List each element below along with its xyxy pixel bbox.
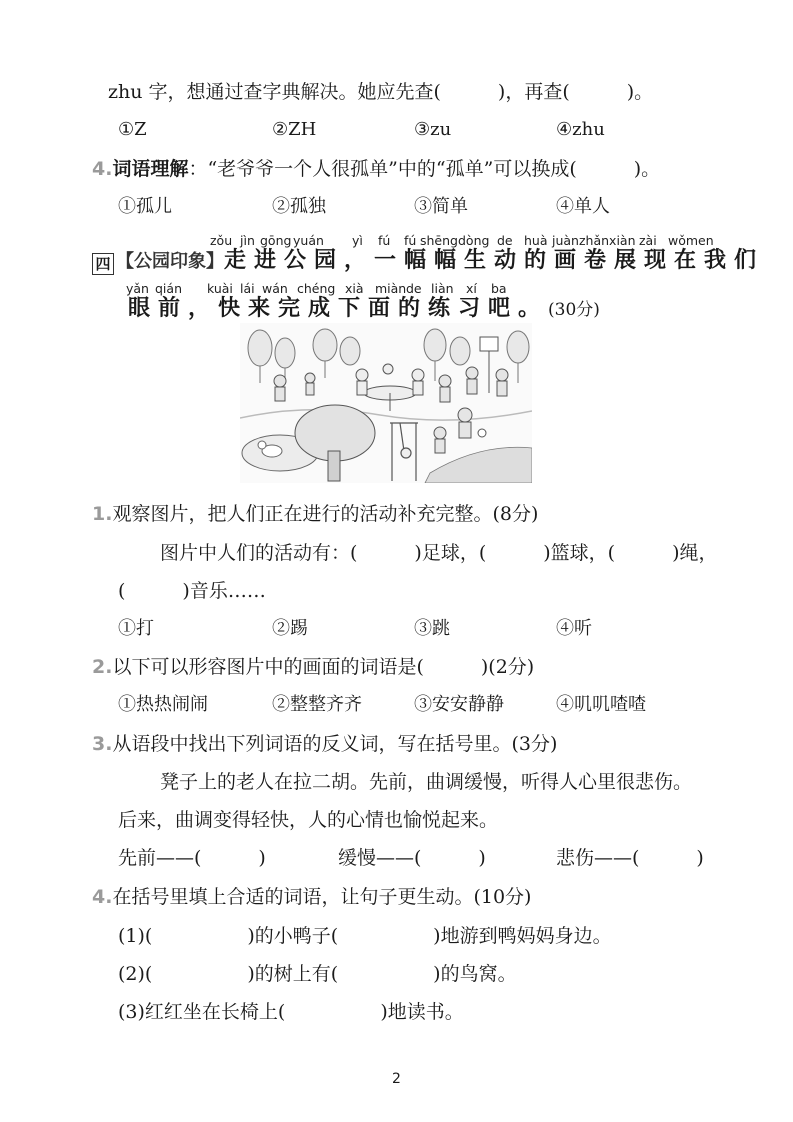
question-1-title bbox=[92, 505, 538, 524]
pinyin-10: juànzhǎnxiàn bbox=[552, 233, 636, 248]
question-number: 4. bbox=[92, 886, 113, 908]
question-text: 以下可以形容图片中的画面的词语是( )(2分) bbox=[112, 656, 535, 678]
question-number: 2. bbox=[92, 656, 113, 678]
section-tag: 【公园印象】 bbox=[116, 251, 224, 272]
pinyin-8: de bbox=[497, 233, 513, 248]
page-number: 2 bbox=[392, 1071, 401, 1087]
pinyin-l2-3: lái bbox=[240, 281, 255, 296]
section-intro-line-1: 走进公园，一幅幅生动的画卷展现在我们 bbox=[224, 247, 765, 273]
question-text: ：“老爷爷一个人很孤单”中的“孤单”可以换成( )。 bbox=[188, 158, 661, 180]
option-a: ①打 bbox=[118, 618, 154, 639]
question-label: 词语理解 bbox=[112, 158, 189, 180]
passage-line-2: 后来，曲调变得轻快，人的心情也愉悦起来。 bbox=[118, 809, 499, 831]
section-4-header bbox=[92, 249, 764, 275]
pinyin-1: jìn bbox=[240, 233, 255, 248]
pinyin-3: yuán bbox=[293, 233, 324, 248]
pinyin-2: gōng bbox=[260, 233, 292, 248]
option-a: ①Z bbox=[118, 119, 147, 140]
section-4-intro-line-2 bbox=[128, 297, 600, 319]
option-d: ④听 bbox=[556, 618, 592, 639]
option-c: ③跳 bbox=[414, 618, 450, 639]
option-b: ②踢 bbox=[272, 618, 308, 639]
question-4-word-understanding bbox=[92, 160, 660, 179]
question-3-title bbox=[92, 735, 557, 754]
question-4-title bbox=[92, 888, 531, 907]
section-number-box: 四 bbox=[92, 253, 114, 275]
fill-line-3: (3)红红坐在长椅上( )地读书。 bbox=[118, 1001, 464, 1023]
option-d: ④zhu bbox=[556, 119, 605, 140]
pinyin-0: zǒu bbox=[210, 233, 233, 248]
option-b: ②整整齐齐 bbox=[272, 694, 362, 715]
option-b: ②ZH bbox=[272, 119, 317, 140]
question-number: 4. bbox=[92, 158, 113, 180]
antonym-blank-3: 悲伤——( ) bbox=[556, 847, 704, 869]
option-d: ④叽叽喳喳 bbox=[556, 694, 646, 715]
option-c: ③安安静静 bbox=[414, 694, 504, 715]
question-text: 从语段中找出下列词语的反义词，写在括号里。(3分) bbox=[112, 733, 558, 755]
pinyin-l2-2: kuài bbox=[207, 281, 233, 296]
question-continuation: zhu 字，想通过查字典解决。她应先查( )，再查( )。 bbox=[108, 81, 654, 103]
pinyin-l2-6: xià bbox=[345, 281, 364, 296]
pinyin-4: yì bbox=[352, 233, 363, 248]
question-text: 观察图片，把人们正在进行的活动补充完整。(8分) bbox=[112, 503, 539, 525]
option-c: ③zu bbox=[414, 119, 452, 140]
question-1-line-1: 图片中人们的活动有：( )足球，( )篮球，( )绳， bbox=[160, 542, 718, 564]
option-a: ①热热闹闹 bbox=[118, 694, 208, 715]
park-illustration bbox=[240, 323, 532, 483]
question-2-title bbox=[92, 658, 534, 677]
question-number: 3. bbox=[92, 733, 113, 755]
pinyin-l2-0: yǎn bbox=[126, 281, 149, 296]
option-c: ③简单 bbox=[414, 196, 468, 217]
pinyin-l2-5: chéng bbox=[297, 281, 336, 296]
pinyin-l2-8: de bbox=[406, 281, 422, 296]
pinyin-l2-9: liàn bbox=[431, 281, 454, 296]
question-text: 在括号里填上合适的词语，让句子更生动。(10分) bbox=[112, 886, 532, 908]
pinyin-l2-1: qián bbox=[155, 281, 182, 296]
pinyin-12: wǒmen bbox=[668, 233, 714, 248]
pinyin-l2-4: wán bbox=[262, 281, 288, 296]
pinyin-6: fú bbox=[404, 233, 417, 248]
option-d: ④单人 bbox=[556, 196, 610, 217]
pinyin-l2-7: miàn bbox=[375, 281, 407, 296]
section-score: (30分) bbox=[548, 300, 600, 320]
option-a: ①孤儿 bbox=[118, 196, 172, 217]
pinyin-9: huà bbox=[524, 233, 548, 248]
section-intro-line-2-text: 眼前，快来完成下面的练习吧。 bbox=[128, 295, 549, 321]
pinyin-5: fú bbox=[378, 233, 391, 248]
pinyin-l2-11: ba bbox=[491, 281, 507, 296]
antonym-blank-2: 缓慢——( ) bbox=[338, 847, 486, 869]
pinyin-l2-10: xí bbox=[466, 281, 477, 296]
fill-line-1: (1)( )的小鸭子( )地游到鸭妈妈身边。 bbox=[118, 925, 612, 947]
fill-line-2: (2)( )的树上有( )的鸟窝。 bbox=[118, 963, 517, 985]
question-1-line-2: ( )音乐…… bbox=[118, 580, 266, 602]
question-number: 1. bbox=[92, 503, 113, 525]
antonym-blank-1: 先前——( ) bbox=[118, 847, 266, 869]
pinyin-11: zài bbox=[639, 233, 657, 248]
passage-line-1: 凳子上的老人在拉二胡。先前，曲调缓慢，听得人心里很悲伤。 bbox=[160, 771, 693, 793]
pinyin-7: shēngdòng bbox=[420, 233, 490, 248]
option-b: ②孤独 bbox=[272, 196, 326, 217]
